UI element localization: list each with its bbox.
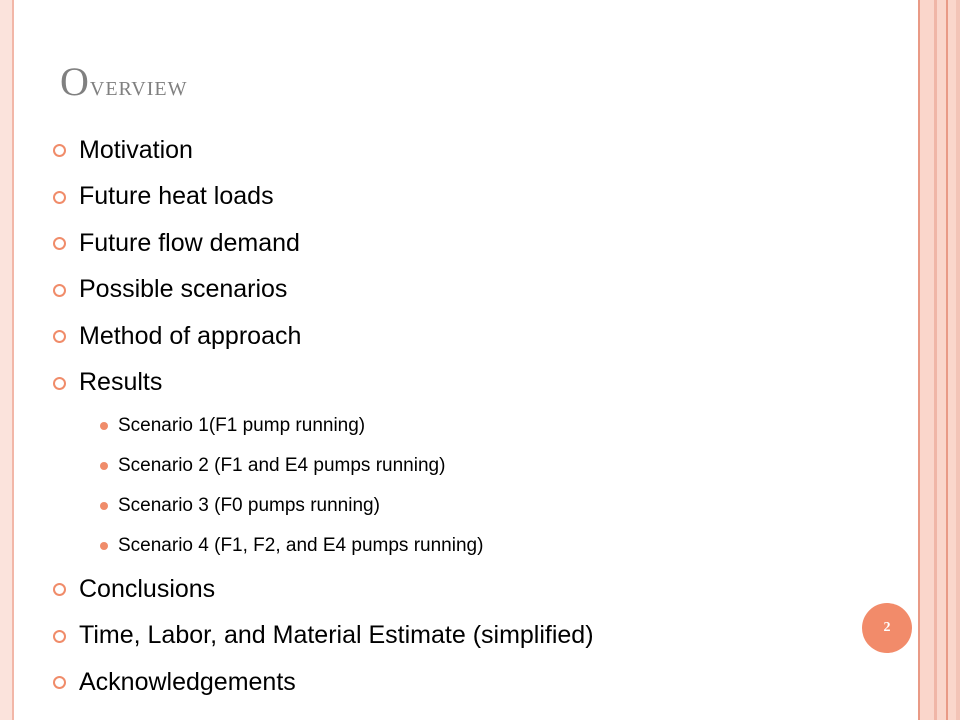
bullet-text: Future flow demand — [79, 228, 300, 257]
page-number-badge: 2 — [862, 603, 912, 653]
bullet-text: Conclusions — [79, 574, 216, 603]
bullet-text: Future heat loads — [79, 182, 274, 211]
circle-bullet-icon — [53, 630, 66, 643]
sub-bullet-text: Scenario 2 (F1 and E4 pumps running) — [118, 455, 446, 476]
circle-bullet-icon — [53, 284, 66, 297]
bullet-text: Motivation — [79, 135, 193, 164]
left-border-decoration — [0, 0, 14, 720]
slide-title-initial: O — [60, 59, 90, 104]
bullet-item — [50, 360, 890, 407]
circle-bullet-icon — [53, 583, 66, 596]
bullet-item — [50, 613, 890, 660]
bullet-list — [50, 127, 890, 706]
border-stripe — [918, 0, 920, 720]
bullet-text: Possible scenarios — [79, 275, 288, 304]
circle-bullet-icon — [53, 330, 66, 343]
sub-bullet-item — [50, 486, 890, 526]
bullet-item — [50, 566, 890, 613]
sub-bullet-text: Scenario 4 (F1, F2, and E4 pumps running) — [118, 535, 484, 556]
circle-bullet-icon — [53, 377, 66, 390]
border-stripe — [956, 0, 960, 720]
bullet-text: Method of approach — [79, 321, 302, 350]
dot-bullet-icon — [100, 502, 108, 510]
bullet-item — [50, 659, 890, 706]
sub-bullet-item — [50, 406, 890, 446]
bullet-text: Time, Labor, and Material Estimate (simplified) — [79, 621, 594, 650]
sub-bullet-item — [50, 446, 890, 486]
bullet-item — [50, 267, 890, 314]
right-border-decoration — [918, 0, 960, 720]
border-stripe — [946, 0, 948, 720]
bullet-item — [50, 127, 890, 174]
border-stripe — [934, 0, 937, 720]
bullet-text: Acknowledgements — [79, 667, 296, 696]
dot-bullet-icon — [100, 422, 108, 430]
bullet-item — [50, 174, 890, 221]
dot-bullet-icon — [100, 462, 108, 470]
dot-bullet-icon — [100, 542, 108, 550]
bullet-text: Results — [79, 368, 163, 397]
circle-bullet-icon — [53, 676, 66, 689]
sub-bullet-text: Scenario 1(F1 pump running) — [118, 415, 366, 436]
slide-title — [60, 58, 188, 105]
sub-bullet-item — [50, 526, 890, 566]
bullet-item — [50, 220, 890, 267]
circle-bullet-icon — [53, 144, 66, 157]
circle-bullet-icon — [53, 191, 66, 204]
slide-title-rest: verview — [89, 71, 188, 102]
circle-bullet-icon — [53, 237, 66, 250]
bullet-item — [50, 313, 890, 360]
sub-bullet-text: Scenario 3 (F0 pumps running) — [118, 495, 380, 516]
